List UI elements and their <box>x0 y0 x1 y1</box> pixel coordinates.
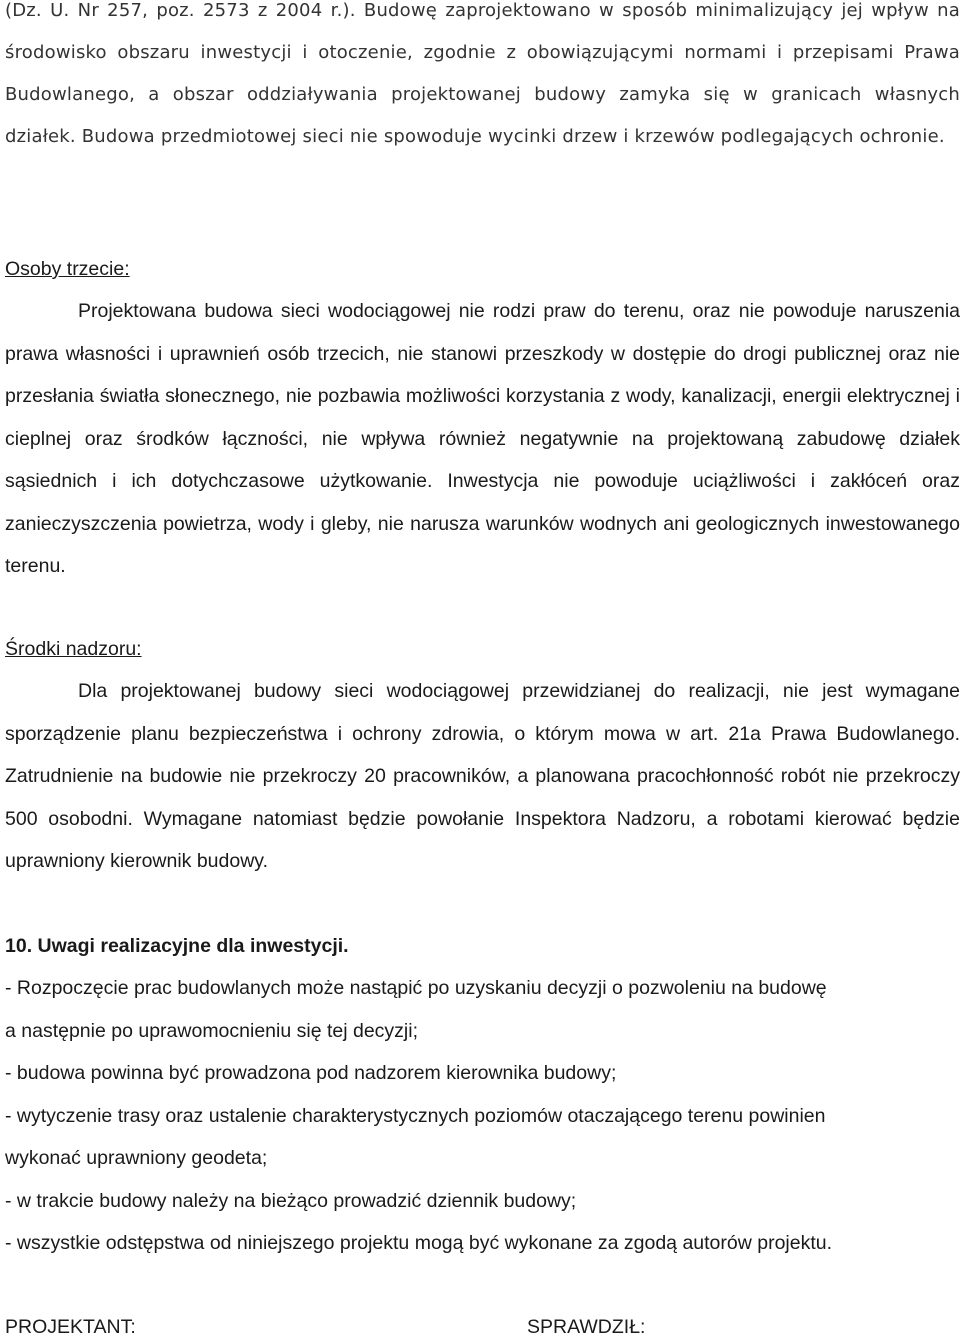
remarks-section <box>5 925 960 1265</box>
intro-paragraph: (Dz. U. Nr 257, poz. 2573 z 2004 r.). Budowę zaprojektowano w sposób minimalizujący jej wpływ na środowisko obszaru inwestycji i otoczenie, zgodnie z obowiązującymi normami i przepisami Prawa Budowlanego, a obszar oddziaływania projektowanej budowy zamyka się w granicach własnych działek. Budowa przedmiotowej sieci nie spowoduje wycinki drzew i krzewów podlegających ochronie. <box>5 0 960 147</box>
list-item: a następnie po uprawomocnieniu się tej decyzji; <box>5 1019 418 1042</box>
supervision-section <box>5 628 960 883</box>
third-parties-paragraph: Projektowana budowa sieci wodociągowej nie rodzi praw do terenu, oraz nie powoduje naruszenia prawa własności i uprawnień osób trzecich, nie stanowi przeszkody w dostępie do drogi publicznej oraz nie przesłania światła słonecznego, nie pozbawia możliwości korzystania z wody, kanalizacji, energii elektrycznej i cieplnej oraz środków łączności, nie wpływa również negatywnie na projektowaną zabudowę działek sąsiednich i ich dotychczasowe użytkowanie. Inwestycja nie powoduje uciążliwości i zakłóceń oraz zanieczyszczenia powietrza, wody i gleby, nie narusza warunków wodnych ani geologicznych inwestowanego terenu. <box>5 300 960 577</box>
list-item: wykonać uprawniony geodeta; <box>5 1147 268 1169</box>
remarks-heading: 10. Uwagi realizacyjne dla inwestycji. <box>5 935 349 957</box>
list-item: - w trakcie budowy należy na bieżąco prowadzić dziennik budowy; <box>5 1189 577 1212</box>
third-parties-section <box>5 248 960 588</box>
list-item: - wszystkie odstępstwa od niniejszego projektu mogą być wykonane za zgodą autorów projektu. <box>5 1232 833 1254</box>
list-item: - budowa powinna być prowadzona pod nadzorem kierownika budowy; <box>5 1062 617 1084</box>
intro-section <box>5 0 960 158</box>
remarks-list <box>5 967 960 1265</box>
list-item: - Rozpoczęcie prac budowlanych może nastąpić po uzyskaniu decyzji o pozwoleniu na budowę <box>5 977 827 999</box>
third-parties-heading: Osoby trzecie: <box>5 258 130 280</box>
supervision-heading: Środki nadzoru: <box>5 638 142 660</box>
list-item: - wytyczenie trasy oraz ustalenie charakterystycznych poziomów otaczającego terenu powinien <box>5 1104 826 1127</box>
supervision-paragraph: Dla projektowanej budowy sieci wodociągowej przewidzianej do realizacji, nie jest wymagane sporządzenie planu bezpieczeństwa i ochrony zdrowia, o którym mowa w art. 21a Prawa Budowlanego. Zatrudnienie na budowie nie przekroczy 20 pracowników, a planowana pracochłonność robót nie przekroczy 500 osobodni. Wymagane natomiast będzie powołanie Inspektora Nadzoru, a robotami kierować będzie uprawniony kierownik budowy. <box>5 680 960 872</box>
designer-label: PROJEKTANT: <box>5 1316 136 1338</box>
checker-label: SPRAWDZIŁ: <box>527 1316 646 1338</box>
